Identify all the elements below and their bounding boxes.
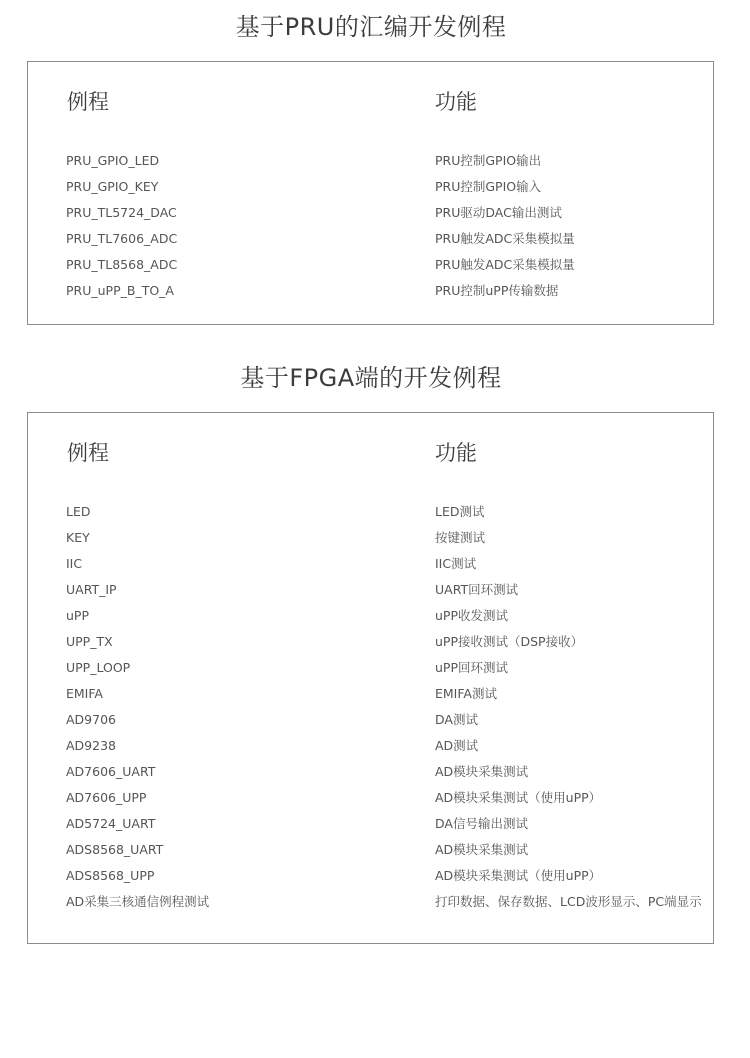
example-function: LED测试: [435, 504, 485, 519]
column-header-function: 功能: [435, 441, 477, 465]
section-title-fpga: 基于FPGA端的开发例程: [240, 364, 502, 392]
example-function: PRU控制uPP传输数据: [435, 283, 559, 298]
example-name: AD9706: [66, 712, 116, 727]
example-name: AD7606_UART: [66, 764, 156, 779]
example-function: AD模块采集测试: [435, 764, 529, 779]
example-function: EMIFA测试: [435, 686, 497, 701]
fpga-examples-table: [27, 412, 714, 944]
example-function: PRU驱动DAC输出测试: [435, 205, 562, 220]
example-function: uPP收发测试: [435, 608, 508, 623]
example-function: 打印数据、保存数据、LCD波形显示、PC端显示: [435, 894, 702, 909]
table-row: [28, 659, 713, 685]
example-function: DA测试: [435, 712, 478, 727]
column-header-function: 功能: [435, 90, 477, 114]
example-name: KEY: [66, 530, 90, 545]
table-row: [28, 555, 713, 581]
example-function: UART回环测试: [435, 582, 519, 597]
table-row: [28, 789, 713, 815]
example-name: PRU_TL5724_DAC: [66, 205, 177, 220]
table-row: [28, 230, 713, 256]
example-function: uPP接收测试（DSP接收）: [435, 634, 584, 649]
example-name: AD采集三核通信例程测试: [66, 894, 210, 909]
example-name: PRU_GPIO_KEY: [66, 179, 159, 194]
example-name: LED: [66, 504, 91, 519]
example-name: UART_IP: [66, 582, 117, 597]
pru-table-rows: [28, 152, 713, 308]
example-function: AD测试: [435, 738, 479, 753]
example-function: AD模块采集测试: [435, 842, 529, 857]
example-name: PRU_GPIO_LED: [66, 153, 160, 168]
example-name: ADS8568_UART: [66, 842, 164, 857]
table-row: [28, 581, 713, 607]
table-row: [28, 529, 713, 555]
example-name: AD9238: [66, 738, 116, 753]
example-name: ADS8568_UPP: [66, 868, 155, 883]
example-function: PRU控制GPIO输入: [435, 179, 542, 194]
table-row: [28, 815, 713, 841]
column-header-example: 例程: [67, 90, 109, 114]
example-function: PRU触发ADC采集模拟量: [435, 231, 575, 246]
table-row: [28, 204, 713, 230]
table-row: [28, 763, 713, 789]
example-name: AD5724_UART: [66, 816, 156, 831]
fpga-table-rows: [28, 503, 713, 919]
table-row: [28, 633, 713, 659]
table-row: [28, 503, 713, 529]
example-name: EMIFA: [66, 686, 103, 701]
example-name: IIC: [66, 556, 83, 571]
table-row: [28, 685, 713, 711]
table-row: [28, 282, 713, 308]
example-function: IIC测试: [435, 556, 477, 571]
table-row: [28, 841, 713, 867]
table-row: [28, 178, 713, 204]
example-function: AD模块采集测试（使用uPP）: [435, 790, 602, 805]
table-row: [28, 893, 713, 919]
example-name: PRU_TL8568_ADC: [66, 257, 178, 272]
example-name: uPP: [66, 608, 89, 623]
example-function: PRU触发ADC采集模拟量: [435, 257, 575, 272]
example-name: AD7606_UPP: [66, 790, 147, 805]
example-function: DA信号输出测试: [435, 816, 528, 831]
table-row: [28, 152, 713, 178]
example-name: PRU_uPP_B_TO_A: [66, 283, 174, 298]
example-function: 按键测试: [435, 530, 486, 545]
table-row: [28, 711, 713, 737]
table-row: [28, 737, 713, 763]
table-row: [28, 256, 713, 282]
pru-examples-table: [27, 61, 714, 325]
example-name: UPP_TX: [66, 634, 113, 649]
example-function: uPP回环测试: [435, 660, 508, 675]
column-header-example: 例程: [67, 441, 109, 465]
table-row: [28, 607, 713, 633]
example-name: PRU_TL7606_ADC: [66, 231, 178, 246]
example-name: UPP_LOOP: [66, 660, 131, 675]
section-title-pru: 基于PRU的汇编开发例程: [235, 13, 507, 41]
table-row: [28, 867, 713, 893]
example-function: AD模块采集测试（使用uPP）: [435, 868, 602, 883]
example-function: PRU控制GPIO输出: [435, 153, 542, 168]
